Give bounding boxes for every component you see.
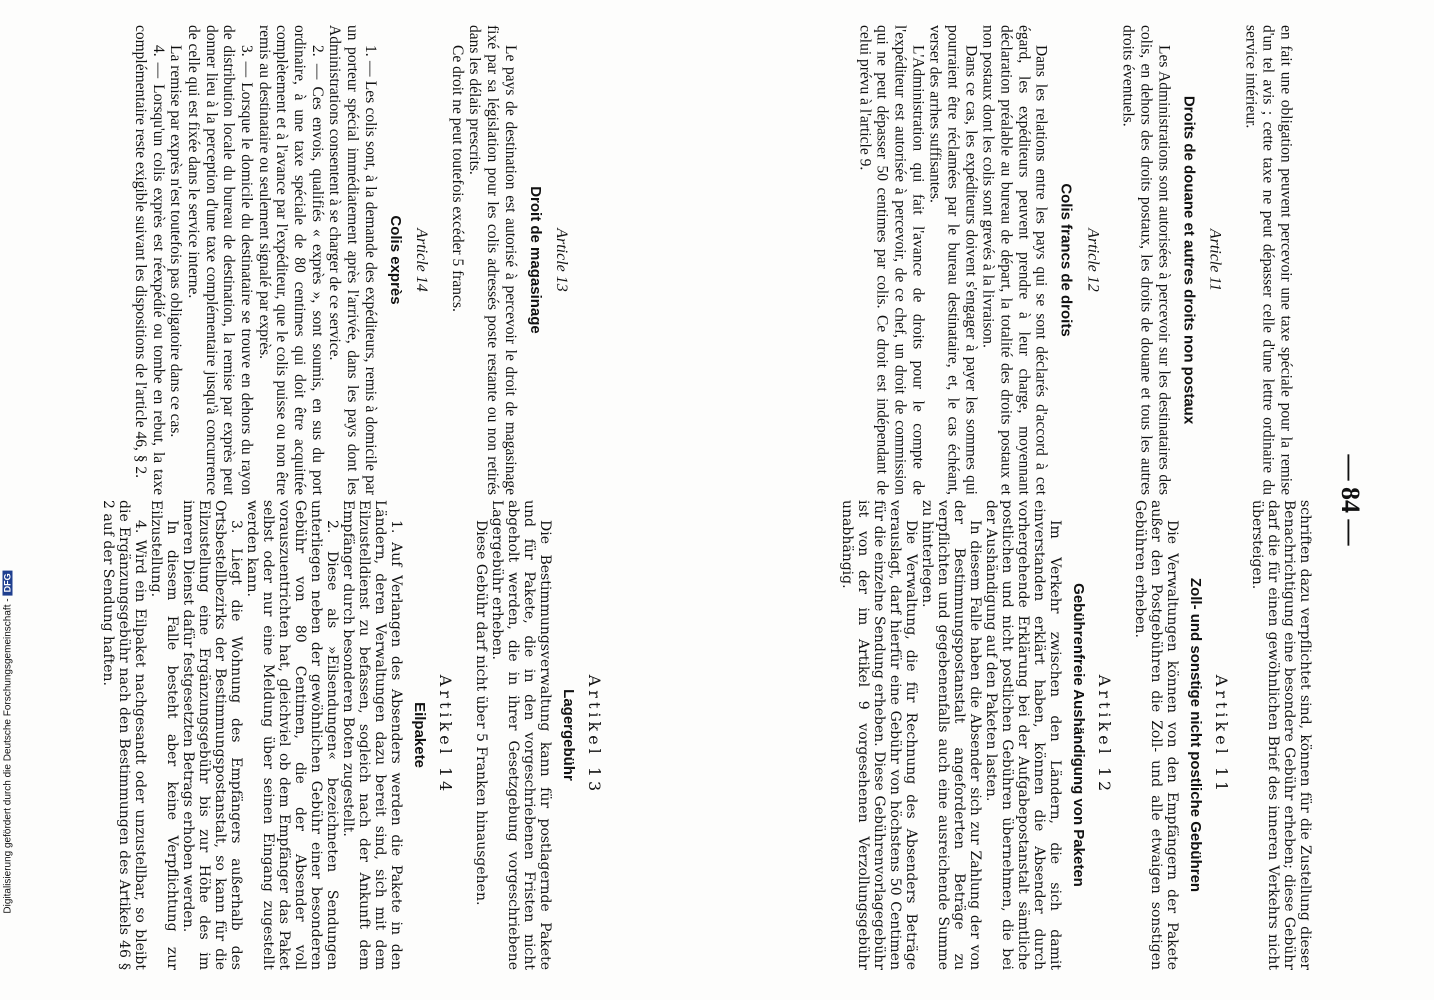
artikel-12-subtitle: Gebührenfreie Aushändigung von Paketen (1069, 583, 1087, 887)
paragraph: Die Bestimmungsverwaltung kann für postlagernde Pakete und für Pakete, die in den vorgeschriebenen Fristen nicht abgeholt werden, die in ihrer Gesetzgebung vorgeschriebene Lagergebühr erheben. (488, 500, 553, 970)
artikel-13-title: Artikel 13 (584, 674, 604, 796)
paragraph: 3. Liegt die Wohnung des Empfängers außerhalb des Ortsbestellbezirks der Bestimmungspostanstalt, so kann für die Eilzustellung eine Ergänzungsgebühr bis zur Höhe des im inneren Dienst dafür festgesetzten Betrags erhoben werden. (179, 500, 244, 970)
article-12-title: Article 12 (1084, 228, 1102, 292)
article-11-title: Article 11 (1206, 228, 1224, 292)
article-14-subtitle: Colis exprès (387, 215, 405, 305)
paragraph: 3. — Lorsque le domicile du destinataire se trouve en dehors du rayon de distribution locale du bureau de destination, la remise par exprès peut donner lieu à la perception d'une taxe complémentaire jusqu'à concurrence de celle qui est fixée dans le service interne. (185, 25, 256, 495)
page-number: — 84 — (1336, 454, 1365, 546)
paragraph: La remise par exprès n'est toutefois pas obligatoire dans ce cas. (167, 45, 185, 438)
french-text-lower (132, 25, 588, 495)
paragraph: 4. Wird ein Eilpaket nachgesandt oder unzustellbar, so bleibt die Ergänzungsgebühr nach den Bestimmungen des Artikels 46 § 2 auf der Sendung haften. (100, 500, 149, 970)
paragraph: Le pays de destination est autorisé à percevoir le droit de magasinage fixé par sa législation pour les colis adressés poste restante ou non retirés dans les délais prescrits. (466, 25, 519, 495)
digitization-note (3, 570, 14, 913)
article-13-subtitle: Droit de magasinage (527, 186, 544, 334)
artikel-11-title: Artikel 11 (1212, 674, 1232, 796)
artikel-12-title: Artikel 12 (1094, 674, 1114, 796)
paragraph: In diesem Falle besteht aber keine Verpflichtung zur Eilzustellung. (148, 500, 180, 970)
artikel-11-subtitle: Zoll- und sonstige nicht postliche Gebühren (1186, 577, 1204, 893)
german-text-upper-block (838, 500, 1312, 970)
article-14-title: Article 14 (413, 228, 431, 292)
dfg-logo: DFG (3, 570, 13, 595)
paragraph: Ce droit ne peut toutefois excéder 5 francs. (448, 45, 466, 312)
article-12-subtitle: Colis francs de droits (1057, 183, 1075, 337)
artikel-14-title: Artikel 14 (435, 674, 455, 796)
article-13-title: Article 13 (553, 228, 571, 292)
paragraph: Im Verkehr zwischen den Ländern, die sich damit einverstanden erklärt haben, können die Absender durch vorhergehende Erklärung bei der Aufgabepostanstalt sämtliche postlichen und nicht postlichen Gebühren übernehmen, die bei der Aushändigung auf den Paketen lasten. (982, 500, 1063, 970)
paragraph: schriften dazu verpflichtet sind, können für die Zustellung dieser Benachrichtigung eine besondere Gebühr erheben; diese Gebühr darf die für einen gewöhnlichen Brief des inneren Verkehrs nicht übersteigen. (1248, 500, 1313, 970)
paragraph: 2. Diese als »Eilsendungen« bezeichneten Sendungen unterliegen neben der gewöhnlichen Gebühr einer besonderen Gebühr von 80 Centimen, die der Absender voll vorauszuentrichten hat, gleichviel ob dem Empfänger das Paket selbst oder nur eine Meldung über seinen Eingang zugestellt werden kann. (243, 500, 340, 970)
digitization-note-text: Digitalisierung gefördert durch die Deutsche Forschungsgemeinschaft - (2, 598, 14, 914)
artikel-14-subtitle: Eilpakete (410, 702, 428, 768)
paragraph: 1. — Les colis sont, à la demande des expéditeurs, remis à domicile par un porteur spécial immédiatement après l'arrivée, dans les pays dont les Administrations consentent à se charger de ce service. (326, 25, 379, 495)
artikel-13-subtitle: Lagergebühr (559, 689, 577, 781)
paragraph: Diese Gebühr darf nicht über 5 Franken hinausgehen. (472, 520, 489, 906)
paragraph: Dans les relations entre les pays qui se sont déclarés d'accord à cet égard, les expéditeurs peuvent prendre à leur charge, moyennant déclaration préalable au bureau de départ, la totalité des droits postaux et non postaux dont les colis sont grevés à la livraison. (979, 25, 1050, 495)
french-text-upper (856, 25, 1295, 495)
article-11-subtitle: Droits de douane et autres droits non postaux (1180, 95, 1198, 425)
paragraph: In diesem Falle haben die Absender sich zur Zahlung der von der Bestimmungspostanstalt angeforderten Beträge zu verpflichten und gegebenenfalls auch eine ausreichende Summe zu hinterlegen. (918, 500, 983, 970)
paragraph: Die Verwaltungen können von den Empfängern der Pakete außer den Postgebühren die Zoll- und alle etwaigen sonstigen Gebühren erheben. (1131, 500, 1180, 970)
paragraph: 4. — Lorsqu'un colis exprès est réexpédié ou tombe en rebut, la taxe complémentaire reste exigible suivant les dispositions de l'article 46, § 2. (132, 25, 168, 495)
paragraph: 1. Auf Verlangen des Absenders werden die Pakete in den Ländern, deren Verwaltungen dazu bereit sind, sich mit dem Eilzustelldienst zu befassen, sogleich nach der Ankunft dem Empfänger durch besonderen Boten zugestellt. (339, 500, 404, 970)
paragraph: Dans ce cas, les expéditeurs doivent s'engager à payer les sommes qui pourraient être réclamées par le bureau destinataire, et, le cas échéant, verser des arrhes suffisantes. (926, 25, 980, 495)
paragraph: Die Verwaltung, die für Rechnung des Absenders Beträge verauslagt, darf hierfür eine Gebühr von höchstens 50 Centimen für die einzelne Sendung erheben. Diese Gebührenvorlagegebühr ist von der im Artikel 9 vorgesehenen Verzollungsgebühr unabhängig. (839, 500, 919, 970)
paragraph: en fait une obligation peuvent percevoir une taxe spéciale pour la remise d'un tel avis ; cette taxe ne peut dépasser celle d'une lettre ordinaire du service intérieur. (1242, 25, 1295, 495)
paragraph: Les Administrations sont autorisées à percevoir sur les destinataires des colis, en dehors des droits postaux, les droits de douane et tous les autres droits éventuels. (1119, 25, 1173, 495)
paragraph: L'Administration qui fait l'avance de droits pour le compte de l'expéditeur est autorisée à percevoir, de ce chef, un droit de commission qui ne peut dépasser 50 centimes par colis. Ce droit est indépendant de celui prévu à l'article 9. (856, 25, 927, 495)
paragraph: 2. — Ces envois, qualifiés « exprès », sont soumis, en sus du port ordinaire, à une taxe spéciale de 80 centimes qui doit être acquittée complètement et à l'avance par l'expéditeur, que le colis puisse ou non être remis au destinataire ou seulement signalé par exprès. (256, 25, 326, 495)
german-text-lower-block (99, 500, 621, 970)
